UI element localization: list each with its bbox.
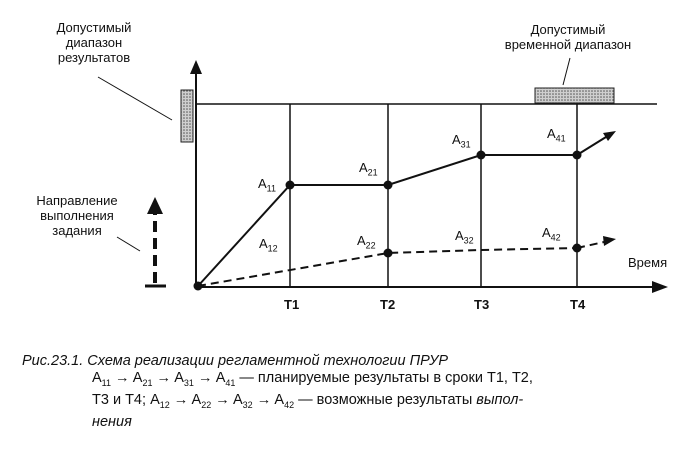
direction-arrowhead (147, 197, 163, 214)
cap-arrow: → (215, 391, 230, 408)
tick-t2: T2 (380, 297, 396, 312)
cap-a: A (174, 370, 184, 386)
figure-caption (22, 353, 672, 431)
origin-point (194, 282, 203, 291)
direction-leader (117, 237, 140, 251)
label-a31-base: A (452, 132, 461, 147)
cap-sub: 22 (201, 399, 212, 410)
cap-a: A (232, 391, 243, 408)
time-range-line1: Допустимый (530, 22, 606, 37)
results-range-leader (98, 77, 172, 120)
results-range-box (181, 90, 193, 142)
caption-possible-line (92, 392, 672, 414)
tick-t1: T1 (284, 297, 300, 312)
point-a42 (573, 244, 582, 253)
cap-sub: 32 (242, 399, 253, 410)
direction-line2: выполнения (40, 208, 114, 223)
results-range-line2: диапазон (65, 35, 123, 50)
point-a22 (384, 249, 393, 258)
caption-possible-text: — возможные результаты (298, 391, 473, 408)
results-range-line3: результатов (57, 50, 131, 65)
tick-t4: T4 (570, 297, 586, 312)
label-a41 (547, 126, 566, 147)
label-a32-sub: 32 (463, 235, 474, 246)
cap-arrow: → (256, 391, 272, 408)
point-a41 (573, 151, 582, 160)
label-a12-base: A (259, 236, 268, 251)
cap-arrow: → (197, 370, 213, 386)
label-a41-base: A (547, 126, 556, 141)
planned-path-arrowhead (603, 131, 616, 141)
label-a32-base: A (455, 228, 464, 243)
time-range-label (478, 22, 658, 52)
caption-planned-text: — планируемые результаты в сроки Т1, Т2, (239, 370, 533, 386)
direction-label (22, 193, 132, 238)
cap-sub: 31 (183, 377, 194, 388)
label-a32 (455, 228, 474, 249)
cap-arrow: → (156, 370, 171, 386)
time-axis-label: Время (628, 255, 668, 270)
cap-a: A (274, 391, 285, 408)
cap-sub: 41 (225, 377, 236, 388)
label-a21-sub: 21 (367, 167, 378, 178)
cap-arrow: → (115, 370, 130, 386)
time-range-line2: временной диапазон (504, 37, 632, 52)
cap-sub: 21 (142, 377, 153, 388)
label-a11 (258, 176, 276, 197)
cap-a: A (150, 391, 160, 408)
cap-a: A (215, 370, 226, 386)
caption-planned-text2: Т3 и Т4; (92, 391, 147, 408)
time-range-leader (563, 58, 570, 85)
time-range-box (535, 88, 614, 103)
label-a11-sub: 11 (266, 183, 277, 194)
tick-t3: T3 (474, 297, 490, 312)
label-a12-sub: 12 (267, 243, 278, 254)
caption-possible-tail1: выпол- (476, 391, 524, 408)
point-a21 (384, 181, 393, 190)
label-a21 (359, 160, 378, 181)
cap-sub: 42 (284, 399, 295, 410)
direction-line3: задания (52, 223, 102, 238)
caption-planned-line (92, 370, 672, 392)
label-a42 (542, 225, 561, 246)
direction-line1: Направление (36, 193, 118, 208)
y-axis-arrowhead (190, 60, 202, 74)
label-a22-base: A (357, 233, 366, 248)
results-range-line1: Допустимый (56, 20, 132, 35)
results-range-label (34, 20, 154, 65)
cap-sub: 11 (101, 377, 112, 388)
label-a21-base: A (359, 160, 368, 175)
x-axis-arrowhead (652, 281, 668, 293)
cap-arrow: → (173, 391, 189, 408)
planned-path-tail (577, 137, 606, 155)
point-a11 (286, 181, 295, 190)
label-a12 (259, 236, 278, 257)
label-a22-sub: 22 (365, 240, 376, 251)
label-a11-base: A (258, 176, 267, 191)
caption-possible-tail2: нения (92, 413, 132, 430)
point-a31 (477, 151, 486, 160)
label-a41-sub: 41 (555, 133, 566, 144)
caption-body (22, 370, 672, 431)
cap-sub: 12 (159, 399, 170, 410)
cap-a: A (132, 370, 143, 386)
cap-a: A (191, 391, 202, 408)
label-a42-base: A (542, 225, 551, 240)
label-a22 (357, 233, 376, 254)
label-a31 (452, 132, 471, 153)
caption-title: Рис.23.1. Схема реализации регламентной технологии ПРУР (22, 353, 449, 369)
possible-path-arrowhead (603, 236, 616, 246)
label-a42-sub: 42 (550, 232, 561, 243)
cap-a: A (92, 370, 102, 386)
label-a31-sub: 31 (460, 139, 471, 150)
